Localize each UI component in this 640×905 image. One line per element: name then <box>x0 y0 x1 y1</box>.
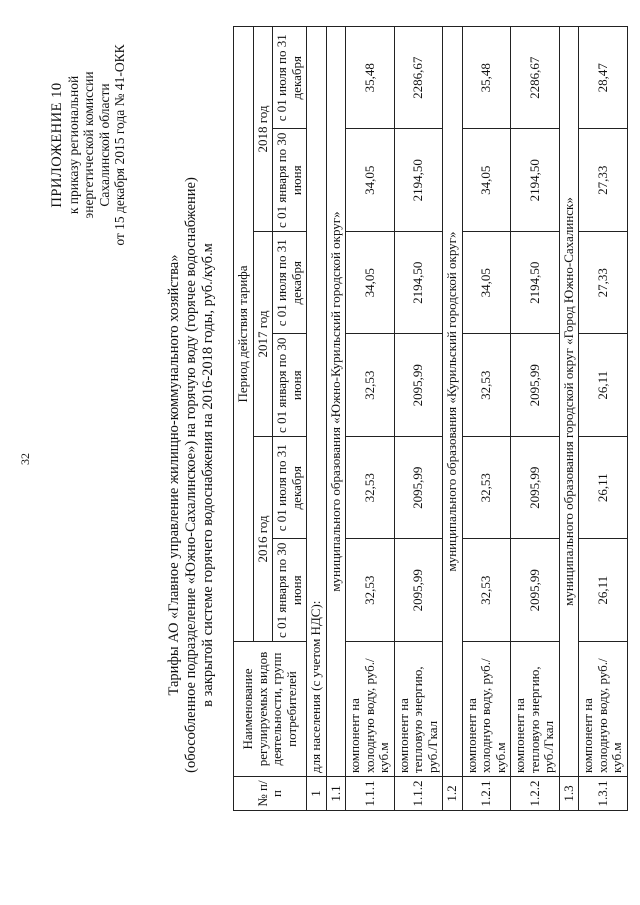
tariff-value: 34,05 <box>462 232 511 335</box>
row-name: компонент на тепловую энергию, руб./Гкал <box>394 642 443 777</box>
row-number: 1.2.1 <box>462 777 511 811</box>
row-number: 1 <box>307 777 327 811</box>
row-number: 1.3.1 <box>579 777 628 811</box>
tariff-value: 35,48 <box>346 27 395 130</box>
table-row <box>511 27 560 811</box>
row-name: компонент на холодную воду, руб./куб.м <box>579 642 628 777</box>
header-name: Наименование регулируемых видов деятельности, групп потребителей <box>234 642 307 777</box>
row-number: 1.1.1 <box>346 777 395 811</box>
tariff-value: 2095,99 <box>511 437 560 540</box>
row-number: 1.2 <box>443 777 463 811</box>
appendix-line: к приказу региональной <box>65 75 81 215</box>
tariff-value: 32,53 <box>462 437 511 540</box>
header-period: Период действия тарифа <box>234 27 254 642</box>
tariff-value: 2286,67 <box>394 27 443 130</box>
header-year: 2017 год <box>253 232 273 437</box>
header-year: 2018 год <box>253 27 273 232</box>
tariff-value: 2194,50 <box>394 129 443 232</box>
table-row <box>462 27 511 811</box>
table-row <box>326 27 346 811</box>
row-name: компонент на тепловую энергию, руб./Гкал <box>511 642 560 777</box>
tariff-value: 2095,99 <box>511 334 560 437</box>
appendix-line: энергетической комиссии <box>81 71 96 219</box>
tariff-value: 2286,67 <box>511 27 560 130</box>
row-number: 1.1 <box>326 777 346 811</box>
row-number: 1.1.2 <box>394 777 443 811</box>
appendix-heading: ПРИЛОЖЕНИЕ 10 <box>49 82 65 208</box>
tariff-value: 34,05 <box>346 232 395 335</box>
appendix-block <box>50 25 128 265</box>
tariff-value: 2095,99 <box>394 334 443 437</box>
section-label: муниципального образования «Южно-Курильский городской округ» <box>326 27 346 777</box>
header-half: с 01 июля по 31 декабря <box>273 232 307 335</box>
tariff-table <box>233 26 628 811</box>
tariff-value: 32,53 <box>346 437 395 540</box>
tariff-value: 27,33 <box>579 129 628 232</box>
tariff-value: 34,05 <box>346 129 395 232</box>
title-line: в закрытой системе горячего водоснабжения на 2016-2018 годы, руб./куб.м <box>200 243 216 707</box>
section-label: муниципального образования «Курильский городской округ» <box>443 27 463 777</box>
page-number: 32 <box>18 453 32 465</box>
row-number: 1.2.2 <box>511 777 560 811</box>
tariff-value: 2194,50 <box>511 129 560 232</box>
appendix-line: Сахалинской области <box>96 83 112 207</box>
tariff-value: 2194,50 <box>511 232 560 335</box>
tariff-value: 28,47 <box>579 27 628 130</box>
row-number: 1.3 <box>559 777 579 811</box>
header-half: с 01 июля по 31 декабря <box>273 27 307 130</box>
tariff-value: 35,48 <box>462 27 511 130</box>
header-half: с 01 января по 30 июня <box>273 334 307 437</box>
tariff-value: 32,53 <box>346 539 395 642</box>
tariff-value: 26,11 <box>579 437 628 540</box>
section-label: муниципального образования городской округ «Город Южно-Сахалинск» <box>559 27 579 777</box>
header-year: 2016 год <box>253 437 273 642</box>
table-row <box>443 27 463 811</box>
tariff-value: 2095,99 <box>511 539 560 642</box>
header-half: с 01 января по 30 июня <box>273 129 307 232</box>
appendix-line: от 15 декабря 2015 года № 41-ОКК <box>112 44 127 246</box>
title-line: Тарифы АО «Главное управление жилищно-коммунального хозяйства» <box>166 254 182 696</box>
row-name: компонент на холодную воду, руб./куб.м <box>346 642 395 777</box>
tariff-value: 32,53 <box>346 334 395 437</box>
tariff-value: 26,11 <box>579 539 628 642</box>
header-number: № п/п <box>234 777 307 811</box>
row-name: компонент на холодную воду, руб./куб.м <box>462 642 511 777</box>
table-row <box>346 27 395 811</box>
group-label: для населения (с учетом НДС): <box>307 27 327 777</box>
tariff-value: 2095,99 <box>394 437 443 540</box>
tariff-value: 32,53 <box>462 539 511 642</box>
tariff-value: 27,33 <box>579 232 628 335</box>
tariff-value: 32,53 <box>462 334 511 437</box>
header-half: с 01 января по 30 июня <box>273 539 307 642</box>
table-body <box>307 27 628 811</box>
tariff-value: 2095,99 <box>394 539 443 642</box>
tariff-value: 2194,50 <box>394 232 443 335</box>
tariff-value: 26,11 <box>579 334 628 437</box>
header-half: с 01 июля по 31 декабря <box>273 437 307 540</box>
table-row <box>559 27 579 811</box>
table-row <box>394 27 443 811</box>
tariff-value: 34,05 <box>462 129 511 232</box>
title-line: (обособленное подразделение «Южно-Сахалинское») на горячую воду (горячее водоснабжение) <box>183 177 199 773</box>
document-title <box>166 135 217 815</box>
table-row <box>579 27 628 811</box>
table-row <box>307 27 327 811</box>
